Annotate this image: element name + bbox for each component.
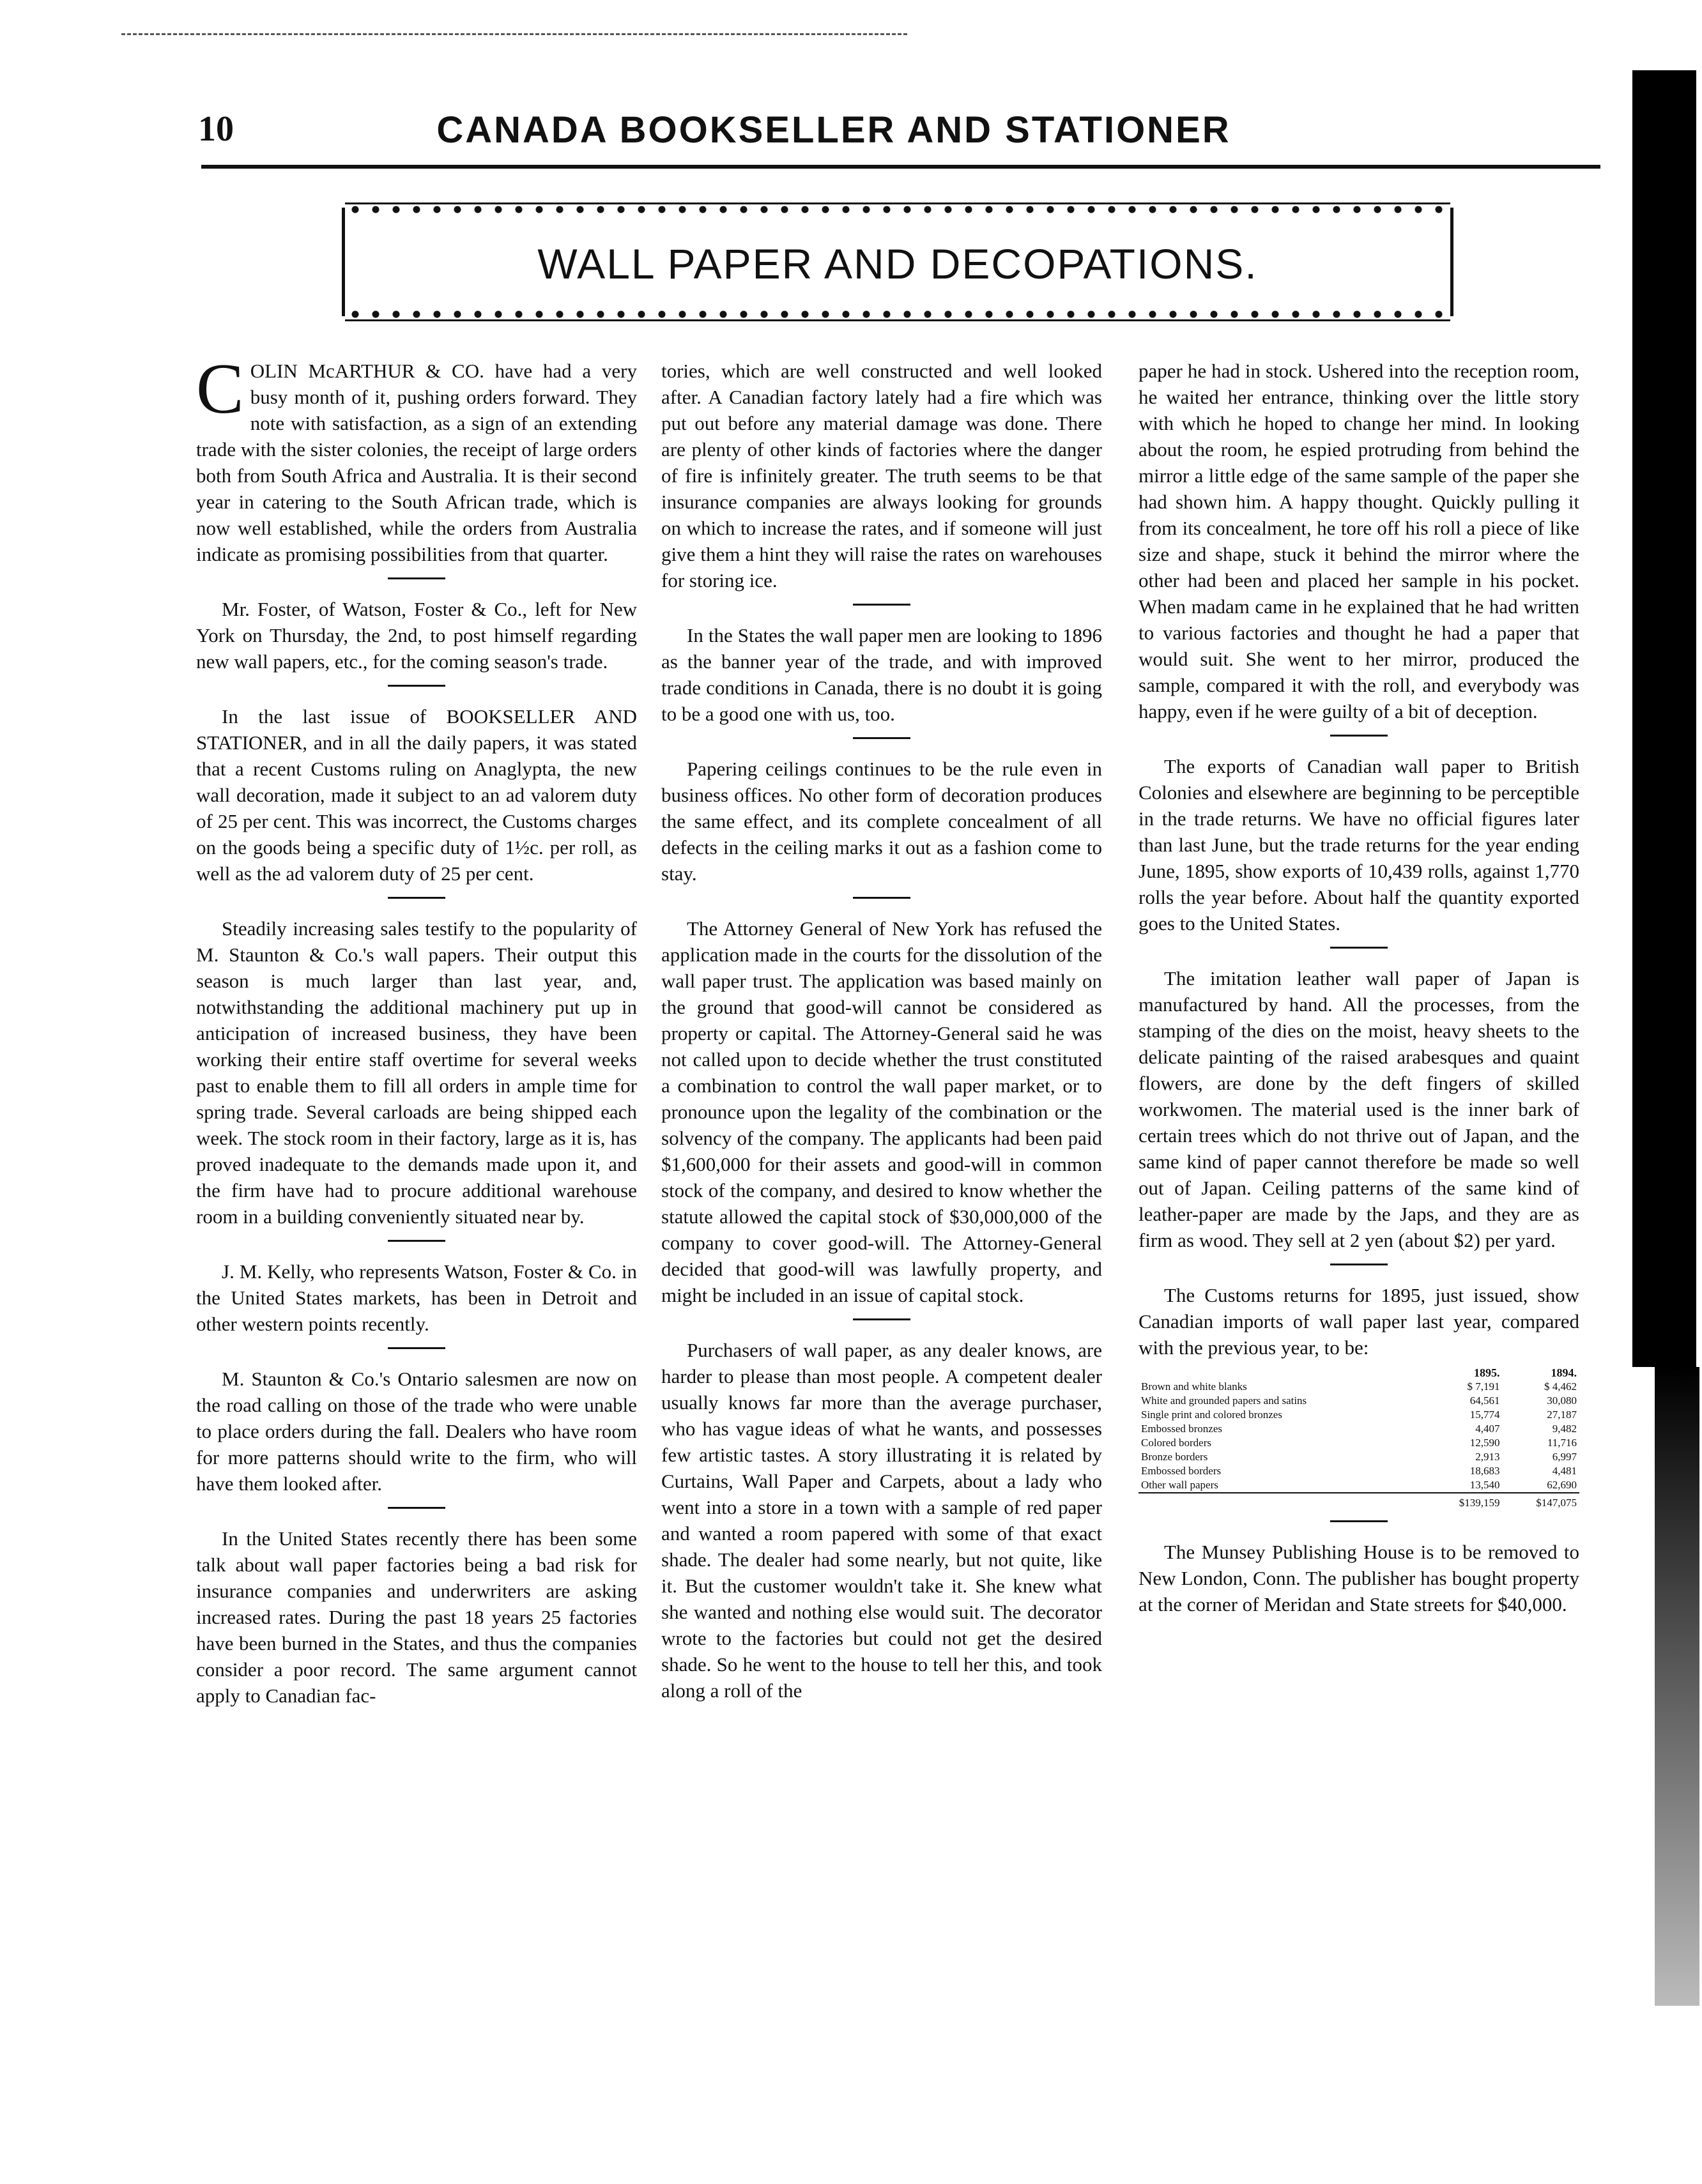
table-cell: 12,590 — [1469, 1437, 1500, 1449]
paragraph: Steadily increasing sales testify to the popularity of M. Staunton & Co.'s wall papers. Their output this season is much larger than last year, and, notwithstanding the additional machinery put up in anticipation of increased business, they have been working their entire staff overtime for several weeks past to enable them to fill all orders in ample time for spring trade. Several carloads are being shipped each week. The stock room in their factory, large as it is, has proved inadequate to the demands made upon it, and the firm have had to procure additional warehouse room in a building conveniently situated near by. — [196, 917, 637, 1228]
table-cell: 64,561 — [1469, 1394, 1500, 1407]
table-cell: 13,540 — [1469, 1479, 1500, 1491]
table-cell-label: Bronze borders — [1141, 1451, 1208, 1463]
header-rule — [201, 165, 1600, 169]
table-row — [1138, 1380, 1579, 1394]
scan-edge-shadow — [1632, 70, 1696, 1367]
title-frame — [342, 208, 1453, 316]
table-row — [1138, 1408, 1579, 1422]
section-divider — [853, 604, 910, 606]
table-row — [1138, 1436, 1579, 1450]
table-cell-label: Other wall papers — [1141, 1479, 1218, 1491]
table-cell: 62,690 — [1547, 1479, 1577, 1491]
paragraph: The exports of Canadian wall paper to British Colonies and elsewhere are beginning to be perceptible in the trade returns. We have no official figures later than last June, but the trade returns for the year ending June, 1895, show exports of 10,439 rolls, against 1,770 rolls the year before. About half the quantity exported goes to the United States. — [1138, 755, 1579, 935]
section-divider — [388, 1347, 445, 1349]
paragraph: Papering ceilings continues to be the rule even in business offices. No other form of decoration produces the same effect, and its complete concealment of all defects in the ceiling marks it out as a fashion come to stay. — [661, 758, 1102, 885]
table-cell: 27,187 — [1547, 1409, 1577, 1421]
paragraph: paper he had in stock. Ushered into the reception room, he waited her entrance, thinking over the little story with which he hoped to change her mind. In looking about the room, he espied protruding from behind the mirror a little edge of the same sample of the paper she had shown him. A happy thought. Quickly pulling it from its concealment, he tore off his roll a piece of like size and shape, stuck it behind the mirror where the other had been and placed her sample in his pocket. When madam came in he explained that he had written to various factories and thought he had a paper that would suit. She went to her mirror, produced the sample, compared it with the roll, and everybody was happy, even if he were guilty of a bit of deception. — [1138, 360, 1579, 722]
paragraph: Purchasers of wall paper, as any dealer knows, are harder to please than most people. A competent dealer usually knows far more than the average purchaser, who has vague ideas of what he wants, and possesses few artistic tastes. A story illustrating it is related by Curtains, Wall Paper and Carpets, about a lady who went into a store in a town with a sample of red paper and wanted a room papered with some of that exact shade. The dealer had some nearly, but not quite, like it. But the customer wouldn't take it. She knew what she wanted and nothing else would suit. The decorator wrote to the factories but could not get the desired shade. So he went to the house to tell her this, and took along a roll of the — [661, 1339, 1102, 1702]
table-total: $139,159 — [1425, 1493, 1503, 1510]
paragraph-text: OLIN McARTHUR & CO. have had a very busy month of it, pushing orders forward. They note with satisfaction, as a sign of an extending trade with the sister colonies, the receipt of large orders both from South Africa and Australia. It is their second year in catering to the South African trade, which is now well established, while the orders from Australia indicate as promising possibilities from that quarter. — [196, 360, 637, 565]
drop-cap: C — [196, 349, 244, 429]
customs-returns-table — [1138, 1366, 1579, 1510]
table-cell: 9,482 — [1552, 1423, 1577, 1435]
page-number: 10 — [198, 109, 234, 149]
scan-noise-line — [121, 33, 907, 35]
paragraph: Mr. Foster, of Watson, Foster & Co., left for New York on Thursday, the 2nd, to post himself regarding new wall papers, etc., for the coming season's trade. — [196, 598, 637, 673]
table-row — [1138, 1464, 1579, 1478]
section-divider — [388, 897, 445, 899]
paragraph — [196, 349, 637, 567]
table-row — [1138, 1394, 1579, 1408]
paragraph: The Customs returns for 1895, just issued, show Canadian imports of wall paper last year, compared with the previous year, to be: — [1138, 1284, 1579, 1359]
table-cell: 2,913 — [1475, 1451, 1500, 1463]
table-cell: 30,080 — [1547, 1394, 1577, 1407]
table-total: $147,075 — [1502, 1493, 1579, 1510]
section-divider — [1330, 947, 1388, 949]
paragraph: J. M. Kelly, who represents Watson, Foster & Co. in the United States markets, has been in Detroit and other western points recently. — [196, 1260, 637, 1335]
paragraph: The Attorney General of New York has refused the application made in the courts for the dissolution of the wall paper trust. The application was based mainly on the ground that good-will cannot be considered as property or capital. The Attorney-General said he was not called upon to decide whether the trust constituted a combination to control the wall paper market, or to pronounce upon the legality of the combination or the solvency of the company. The applicants had been paid $1,600,000 for their assets and good-will in common stock of the company, and desired to know whether the statute allowed the capital stock of $30,000,000 of the company to cover good-will. The Attorney-General decided that good-will was lawfully property, and might be included in an issue of capital stock. — [661, 917, 1102, 1306]
paragraph: In the United States recently there has been some talk about wall paper factories being a bad risk for insurance companies and underwriters are asking increased rates. During the past 18 years 25 factories have been burned in the States, and thus the companies consider a poor record. The same argument cannot apply to Canadian fac- — [196, 1527, 637, 1707]
column-1 — [196, 349, 637, 1714]
section-divider — [853, 1318, 910, 1320]
table-cell-label: Embossed bronzes — [1141, 1423, 1223, 1435]
table-cell: $ 4,462 — [1544, 1380, 1577, 1393]
beaded-border-top — [345, 202, 1450, 215]
article-title: WALL PAPER AND DECOPATIONS. — [537, 240, 1258, 287]
table-cell: 11,716 — [1547, 1437, 1577, 1449]
section-divider — [1330, 1520, 1388, 1522]
table-cell: 18,683 — [1469, 1465, 1500, 1477]
table-total-blank — [1138, 1493, 1425, 1510]
table-total-row — [1138, 1493, 1579, 1510]
section-divider — [853, 897, 910, 899]
table-row — [1138, 1478, 1579, 1493]
table-cell: $ 7,191 — [1467, 1380, 1500, 1393]
section-divider — [388, 1507, 445, 1509]
table-cell: 4,407 — [1475, 1423, 1500, 1435]
section-divider — [388, 685, 445, 687]
section-divider — [388, 577, 445, 579]
paragraph: The Munsey Publishing House is to be removed to New London, Conn. The publisher has bought property at the corner of Meridan and State streets for $40,000. — [1138, 1541, 1579, 1615]
paragraph: tories, which are well constructed and well looked after. A Canadian factory lately had a fire which was put out before any material damage was done. There are plenty of other kinds of factories where the danger of fire is infinitely greater. The truth seems to be that insurance companies are always looking for grounds on which to increase the rates, and if someone will just give them a hint they will raise the rates on warehouses for storing ice. — [661, 360, 1102, 592]
table-row — [1138, 1422, 1579, 1436]
paragraph: M. Staunton & Co.'s Ontario salesmen are now on the road calling on those of the trade who were unable to place orders during the fall. Dealers who have room for more patterns should write to the firm, who will have them looked after. — [196, 1368, 637, 1495]
table-cell: 4,481 — [1552, 1465, 1577, 1477]
paragraph: In the last issue of BOOKSELLER AND STATIONER, and in all the daily papers, it was stated that a recent Customs ruling on Anaglypta, the new wall decoration, made it subject to an ad valorem duty of 25 per cent. This was incorrect, the Customs charges on the goods being a specific duty of 1½c. per roll, as well as the ad valorem duty of 25 per cent. — [196, 705, 637, 885]
table-cell-label: Colored borders — [1141, 1437, 1212, 1449]
table-header-row — [1138, 1366, 1579, 1380]
column-3 — [1138, 358, 1579, 1623]
table-cell: 15,774 — [1469, 1409, 1500, 1421]
running-title: CANADA BOOKSELLER AND STATIONER — [436, 109, 1231, 151]
paragraph: The imitation leather wall paper of Japan is manufactured by hand. All the processes, from the stamping of the dies on the moist, heavy sheets to the delicate painting of the raised arabesques and quaint flowers, are done by the deft fingers of skilled workwomen. The material used is the inner bark of certain trees which do not thrive out of Japan, and the same kind of paper cannot therefore be made so well out of Japan. Ceiling patterns of the same kind of leather-paper are made by the Japs, and they are as firm as wood. They sell at 2 yen (about $2) per yard. — [1138, 967, 1579, 1251]
table-header-blank — [1138, 1366, 1425, 1380]
section-divider — [1330, 735, 1388, 737]
table-cell-label: Embossed borders — [1141, 1465, 1222, 1477]
table-row — [1138, 1450, 1579, 1464]
beaded-border-bottom — [345, 309, 1450, 321]
scan-edge-shadow-lower — [1655, 1367, 1699, 2006]
table-header-year: 1895. — [1473, 1366, 1500, 1379]
section-divider — [388, 1240, 445, 1242]
paragraph: In the States the wall paper men are looking to 1896 as the banner year of the trade, and with improved trade conditions in Canada, there is no doubt it is going to be a good one with us, too. — [661, 624, 1102, 725]
section-divider — [1330, 1264, 1388, 1265]
table-cell: 6,997 — [1552, 1451, 1577, 1463]
table-cell-label: Brown and white blanks — [1141, 1380, 1247, 1393]
section-divider — [853, 737, 910, 739]
table-cell-label: White and grounded papers and satins — [1141, 1394, 1307, 1407]
table-cell-label: Single print and colored bronzes — [1141, 1409, 1282, 1421]
table-header-year: 1894. — [1551, 1366, 1577, 1379]
column-2 — [661, 358, 1102, 1709]
